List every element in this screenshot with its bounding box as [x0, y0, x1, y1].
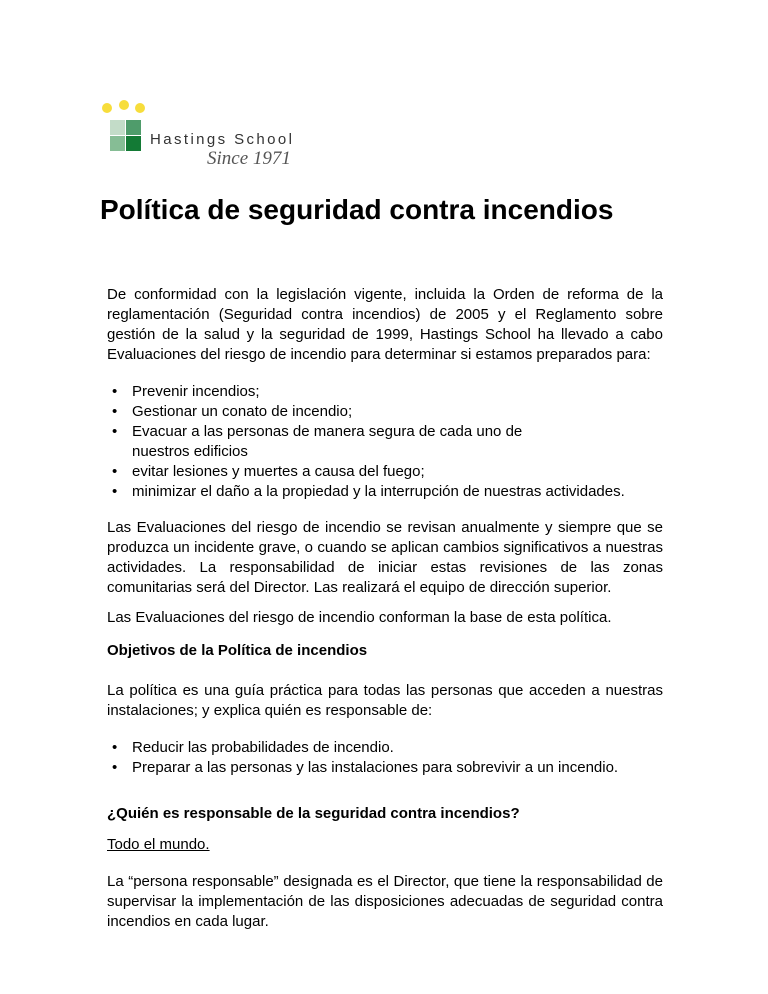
intro-paragraph: De conformidad con la legislación vigente, incluida la Orden de reforma de la reglamentación (Seguridad contra incendios) de 2005 y el Reglamento sobre gestión de la salud y la seguridad de 1999, Hastings School ha llevado a cabo Evaluaciones del riesgo de incendio para determinar si estamos preparados para: [107, 286, 663, 363]
school-logo [100, 98, 320, 173]
section-heading: Objetivos de la Política de incendios [107, 642, 368, 659]
basis-paragraph: Las Evaluaciones del riesgo de incendio conforman la base de esta política. [107, 609, 612, 626]
logo-tagline: Since 1971 [207, 148, 291, 169]
list-item: • Prevenir incendios; [132, 382, 663, 402]
responsibility-list [107, 738, 663, 778]
section-heading: ¿Quién es responsable de la seguridad contra incendios? [107, 805, 520, 822]
responsible-person-paragraph: La “persona responsable” designada es el Director, que tiene la responsabilidad de supervisar la implementación de las disposiciones adecuadas de seguridad contra incendios en cada lugar. [107, 873, 663, 930]
review-paragraph: Las Evaluaciones del riesgo de incendio se revisan anualmente y siempre que se produzca un incidente grave, o cuando se aplican cambios significativos a nuestras actividades. La responsabilidad de iniciar estas revisiones de las zonas comunitarias será del Director. Las realizará el equipo de dirección superior. [107, 519, 663, 596]
everyone-text: Todo el mundo. [107, 836, 210, 853]
list-item: • Gestionar un conato de incendio; [132, 402, 663, 422]
page-title: Política de seguridad contra incendios [100, 194, 614, 225]
logo-name: Hastings School [150, 131, 295, 148]
list-item: • Reducir las probabilidades de incendio. [132, 738, 663, 758]
document-body [107, 285, 663, 942]
list-item: • Preparar a las personas y las instalaciones para sobrevivir a un incendio. [132, 758, 663, 778]
list-item: • Evacuar a las personas de manera segura de cada uno de nuestros edificios [132, 422, 663, 462]
list-item: • minimizar el daño a la propiedad y la interrupción de nuestras actividades. [132, 482, 663, 502]
objectives-list [107, 382, 663, 502]
list-item: • evitar lesiones y muertes a causa del fuego; [132, 462, 663, 482]
policy-paragraph: La política es una guía práctica para todas las personas que acceden a nuestras instalaciones; y explica quién es responsable de: [107, 682, 663, 719]
